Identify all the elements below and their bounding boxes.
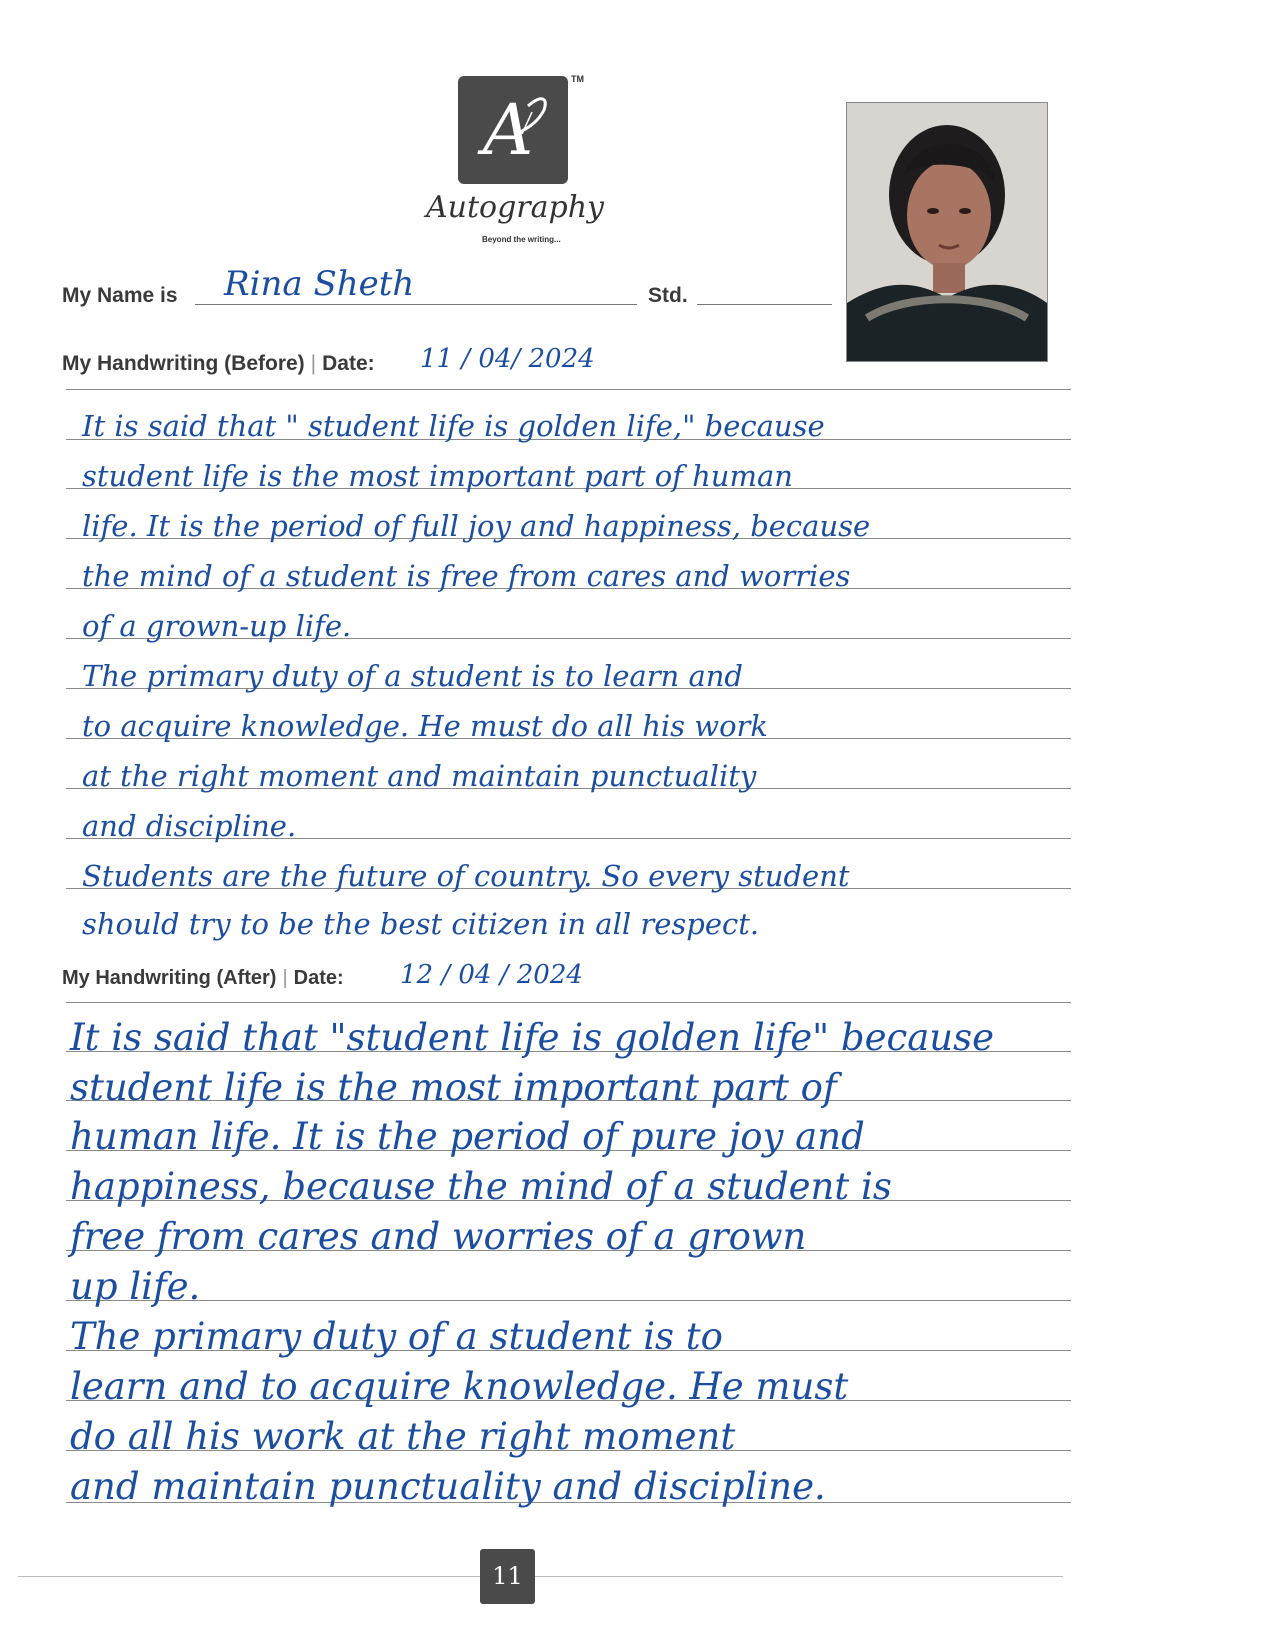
before-date-label: Date: bbox=[322, 352, 375, 375]
footer-divider bbox=[18, 1576, 1063, 1577]
after-text-line: free from cares and worries of a grown bbox=[70, 1215, 807, 1258]
before-label: My Handwriting (Before) bbox=[62, 352, 305, 375]
before-text-line: Students are the future of country. So every student bbox=[82, 859, 850, 893]
std-label: Std. bbox=[648, 284, 688, 307]
after-text-line: The primary duty of a student is to bbox=[70, 1315, 723, 1358]
before-text-line: It is said that " student life is golden life," because bbox=[82, 409, 825, 443]
after-separator: | bbox=[282, 967, 288, 989]
ruled-line bbox=[66, 1300, 1071, 1301]
after-text-line: and maintain punctuality and discipline. bbox=[70, 1465, 826, 1508]
after-text-line: human life. It is the period of pure joy and bbox=[70, 1115, 865, 1158]
quill-icon bbox=[458, 76, 568, 184]
before-text-line: of a grown-up life. bbox=[82, 609, 352, 643]
ruled-line bbox=[66, 1002, 1071, 1003]
std-underline bbox=[697, 304, 832, 305]
before-text-line: life. It is the period of full joy and happiness, because bbox=[82, 509, 871, 543]
before-text-line: the mind of a student is free from cares and worries bbox=[82, 559, 851, 593]
after-date-value: 12 / 04 / 2024 bbox=[400, 960, 583, 990]
brand-name: Autography bbox=[425, 190, 604, 225]
before-heading bbox=[62, 352, 375, 376]
before-text-line: The primary duty of a student is to learn and bbox=[82, 659, 743, 693]
before-text-line: student life is the most important part of human bbox=[82, 459, 793, 493]
before-separator: | bbox=[310, 352, 317, 375]
name-label: My Name is bbox=[62, 284, 178, 307]
brand-tagline: Beyond the writing... bbox=[482, 235, 561, 244]
after-text-line: It is said that "student life is golden life" because bbox=[70, 1016, 994, 1059]
before-text-line: at the right moment and maintain punctuality bbox=[82, 759, 757, 793]
before-text-line: and discipline. bbox=[82, 809, 297, 843]
after-text-line: student life is the most important part of bbox=[70, 1066, 837, 1109]
name-value: Rina Sheth bbox=[224, 264, 415, 304]
after-text-line: do all his work at the right moment bbox=[70, 1415, 736, 1458]
page-number: 11 bbox=[480, 1549, 535, 1604]
ruled-line bbox=[66, 389, 1071, 390]
before-text-line: to acquire knowledge. He must do all his work bbox=[82, 709, 768, 743]
brand-logo bbox=[458, 76, 568, 184]
logo-mark: A bbox=[482, 89, 534, 171]
student-photo bbox=[846, 102, 1048, 362]
after-date-label: Date: bbox=[293, 967, 344, 989]
after-text-line: learn and to acquire knowledge. He must bbox=[70, 1365, 849, 1408]
before-date-value: 11 / 04/ 2024 bbox=[420, 344, 595, 374]
after-heading bbox=[62, 967, 344, 990]
before-text-line: should try to be the best citizen in all respect. bbox=[82, 907, 760, 941]
name-underline bbox=[195, 304, 637, 305]
after-text-line: up life. bbox=[70, 1265, 201, 1308]
after-text-line: happiness, because the mind of a student is bbox=[70, 1165, 892, 1208]
trademark: TM bbox=[571, 74, 584, 84]
after-label: My Handwriting (After) bbox=[62, 967, 277, 989]
